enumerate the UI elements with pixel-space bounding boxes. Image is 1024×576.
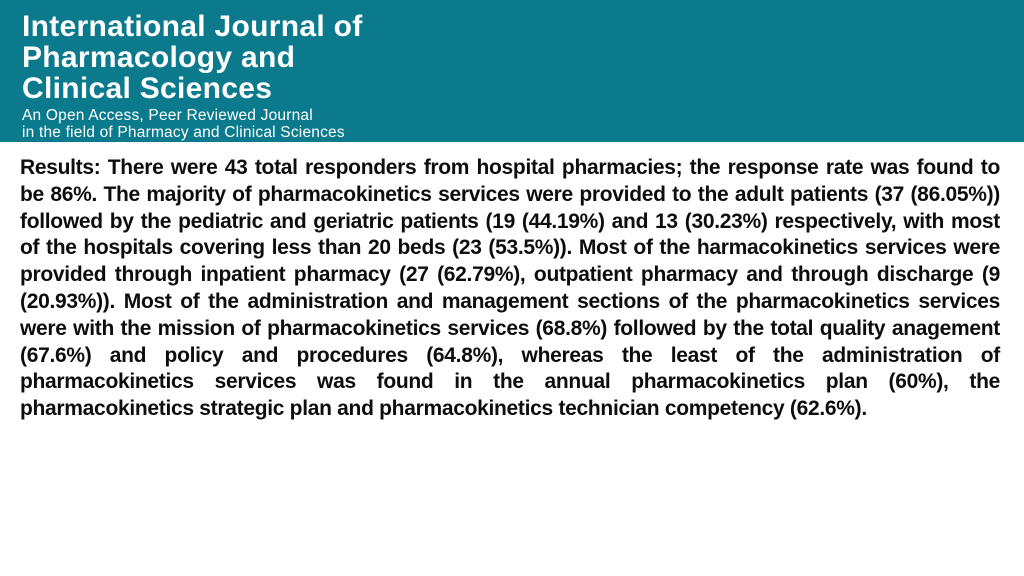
- journal-title-line-3: Clinical Sciences: [22, 72, 273, 105]
- journal-title: [22, 11, 1004, 104]
- journal-subtitle: [22, 107, 1004, 141]
- results-label: Results:: [20, 156, 101, 179]
- journal-subtitle-line-1: An Open Access, Peer Reviewed Journal: [22, 107, 313, 124]
- journal-masthead: [0, 0, 1024, 142]
- slide-body: [0, 142, 1024, 423]
- results-text: There were 43 total responders from hospital pharmacies; the response rate was found to be 86%. The majority of pharmacokinetics services were provided to the adult patients (37 (86.05%)) followed by the pediatric and geriatric patients (19 (44.19%) and 13 (30.23%) respectively, with most of the hospitals covering less than 20 beds (23 (53.5%)). Most of the harmacokinetics services were provided through inpatient pharmacy (27 (62.79%), outpatient pharmacy and through discharge (9 (20.93%)). Most of the administration and management sections of the pharmacokinetics services were with the mission of pharmacokinetics services (68.8%) followed by the total quality anagement (67.6%) and policy and procedures (64.8%), whereas the least of the administration of pharmacokinetics services was found in the annual pharmacokinetics plan (60%), the pharmacokinetics strategic plan and pharmacokinetics technician competency (62.6%).: [20, 156, 1000, 421]
- journal-title-line-2: Pharmacology and: [22, 41, 296, 74]
- journal-title-line-1: International Journal of: [22, 10, 363, 43]
- results-paragraph: [20, 155, 1000, 423]
- journal-subtitle-line-2: in the field of Pharmacy and Clinical Sciences: [22, 124, 345, 141]
